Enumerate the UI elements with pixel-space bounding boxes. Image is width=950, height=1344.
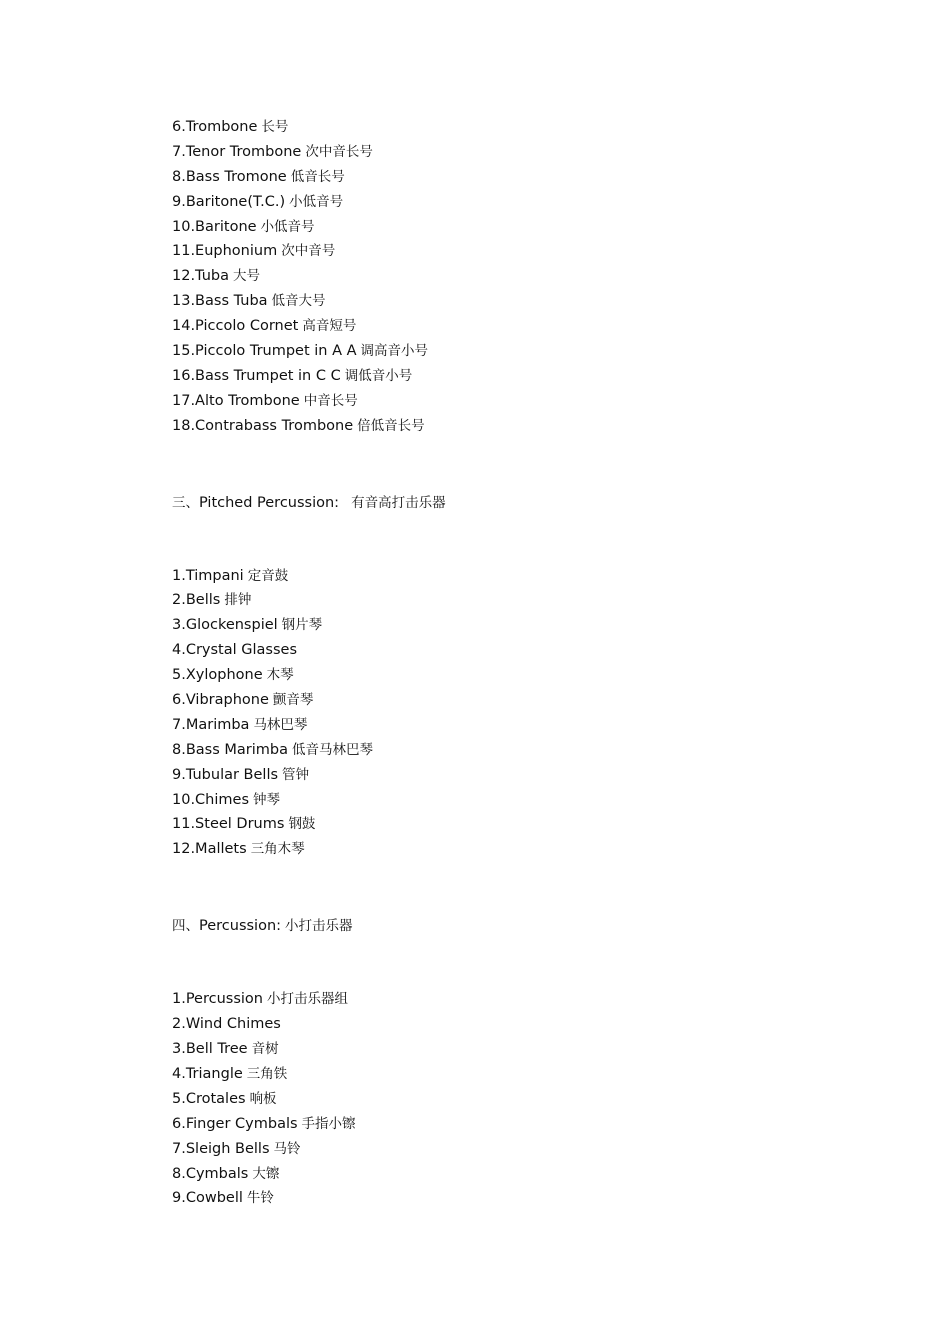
list-item xyxy=(172,1186,872,1211)
instrument-chinese-name: 倍低音长号 xyxy=(357,417,425,434)
list-item xyxy=(172,713,872,738)
instrument-chinese-name: 长号 xyxy=(261,119,289,135)
list-item xyxy=(172,1012,872,1037)
heading-english: Pitched Percussion: xyxy=(199,494,340,511)
instrument-english-name: 3.Bell Tree xyxy=(172,1041,248,1058)
instrument-chinese-name: 中音长号 xyxy=(303,392,358,409)
list-item xyxy=(172,588,872,613)
instrument-english-name: 4.Crystal Glasses xyxy=(172,642,297,659)
instrument-chinese-name: 低音马林巴琴 xyxy=(292,741,373,758)
list-item xyxy=(172,812,872,837)
list-item xyxy=(172,389,872,414)
list-item xyxy=(172,1137,872,1162)
instrument-english-name: 17.Alto Trombone xyxy=(172,392,300,409)
document-content xyxy=(172,115,872,1211)
instrument-chinese-name: 颤音琴 xyxy=(272,692,314,709)
list-item xyxy=(172,564,872,589)
instrument-english-name: 16.Bass Trumpet in C C xyxy=(172,367,341,384)
instrument-english-name: 4.Triangle xyxy=(172,1065,243,1082)
instrument-english-name: 8.Cymbals xyxy=(172,1165,249,1182)
instrument-chinese-name: 三角木琴 xyxy=(250,841,305,858)
list-item xyxy=(172,115,872,140)
list-item xyxy=(172,314,872,339)
list-item xyxy=(172,663,872,688)
instrument-chinese-name: 定音鼓 xyxy=(247,567,289,584)
instrument-chinese-name: 管钟 xyxy=(282,766,310,783)
instrument-chinese-name: 小低音号 xyxy=(260,218,315,235)
instrument-english-name: 1.Percussion xyxy=(172,991,263,1008)
instrument-english-name: 12.Mallets xyxy=(172,841,247,858)
instrument-chinese-name: 次中音号 xyxy=(281,243,336,260)
instrument-english-name: 6.Trombone xyxy=(172,119,258,135)
instrument-chinese-name: 马铃 xyxy=(273,1140,301,1157)
instrument-english-name: 9.Baritone(T.C.) xyxy=(172,193,286,210)
instrument-english-name: 2.Bells xyxy=(172,592,221,609)
brass-instrument-list xyxy=(172,115,872,439)
instrument-chinese-name: 大号 xyxy=(233,268,260,285)
instrument-chinese-name: 低音大号 xyxy=(271,293,326,310)
pitched-percussion-list xyxy=(172,564,872,863)
instrument-english-name: 5.Xylophone xyxy=(172,667,263,684)
list-item xyxy=(172,638,872,663)
list-item xyxy=(172,414,872,439)
list-item xyxy=(172,1087,872,1112)
instrument-english-name: 7.Tenor Trombone xyxy=(172,143,302,160)
list-item xyxy=(172,788,872,813)
instrument-chinese-name: 调低音小号 xyxy=(344,367,413,384)
instrument-english-name: 15.Piccolo Trumpet in A A xyxy=(172,343,357,360)
instrument-chinese-name: 牛铃 xyxy=(246,1190,274,1207)
instrument-chinese-name: 高音短号 xyxy=(302,318,357,335)
instrument-english-name: 2.Wind Chimes xyxy=(172,1016,281,1033)
percussion-list xyxy=(172,987,872,1211)
instrument-english-name: 18.Contrabass Trombone xyxy=(172,417,354,434)
list-item xyxy=(172,140,872,165)
instrument-english-name: 8.Bass Tromone xyxy=(172,168,287,185)
instrument-english-name: 5.Crotales xyxy=(172,1090,246,1107)
instrument-english-name: 6.Vibraphone xyxy=(172,692,269,709)
instrument-chinese-name: 次中音长号 xyxy=(305,143,373,160)
instrument-chinese-name: 大镲 xyxy=(252,1165,280,1182)
instrument-chinese-name: 马林巴琴 xyxy=(253,716,308,733)
instrument-chinese-name: 小打击乐器组 xyxy=(267,991,348,1008)
instrument-english-name: 11.Steel Drums xyxy=(172,816,285,833)
instrument-english-name: 12.Tuba xyxy=(172,268,229,285)
heading-prefix: 四、 xyxy=(172,918,199,935)
list-item xyxy=(172,289,872,314)
instrument-chinese-name: 响板 xyxy=(249,1090,277,1107)
instrument-english-name: 10.Chimes xyxy=(172,791,250,808)
instrument-chinese-name: 手指小镲 xyxy=(301,1115,356,1132)
list-item xyxy=(172,1112,872,1137)
instrument-chinese-name: 木琴 xyxy=(266,667,294,684)
instrument-english-name: 9.Tubular Bells xyxy=(172,766,279,783)
instrument-english-name: 13.Bass Tuba xyxy=(172,293,268,310)
list-item xyxy=(172,1037,872,1062)
heading-chinese: 小打击乐器 xyxy=(285,918,353,935)
instrument-english-name: 10.Baritone xyxy=(172,218,257,235)
instrument-english-name: 7.Marimba xyxy=(172,716,250,733)
instrument-english-name: 8.Bass Marimba xyxy=(172,741,288,758)
instrument-english-name: 9.Cowbell xyxy=(172,1190,243,1207)
instrument-english-name: 14.Piccolo Cornet xyxy=(172,318,299,335)
heading-prefix: 三、 xyxy=(172,494,199,511)
list-item xyxy=(172,190,872,215)
instrument-english-name: 7.Sleigh Bells xyxy=(172,1140,270,1157)
list-item xyxy=(172,215,872,240)
instrument-english-name: 6.Finger Cymbals xyxy=(172,1115,298,1132)
instrument-chinese-name: 钢鼓 xyxy=(288,816,316,833)
instrument-chinese-name: 钢片琴 xyxy=(281,617,323,634)
section-heading-pitched-percussion xyxy=(172,491,872,516)
list-item xyxy=(172,239,872,264)
section-heading-percussion xyxy=(172,914,872,939)
list-item xyxy=(172,613,872,638)
list-item xyxy=(172,688,872,713)
list-item xyxy=(172,763,872,788)
instrument-english-name: 1.Timpani xyxy=(172,567,244,584)
list-item xyxy=(172,1162,872,1187)
instrument-chinese-name: 钟琴 xyxy=(253,791,281,808)
instrument-english-name: 11.Euphonium xyxy=(172,243,278,260)
list-item xyxy=(172,339,872,364)
instrument-chinese-name: 三角铁 xyxy=(246,1065,288,1082)
list-item xyxy=(172,837,872,862)
instrument-chinese-name: 排钟 xyxy=(224,592,252,609)
instrument-chinese-name: 小低音号 xyxy=(289,193,344,210)
instrument-english-name: 3.Glockenspiel xyxy=(172,617,278,634)
list-item xyxy=(172,738,872,763)
list-item xyxy=(172,987,872,1012)
instrument-chinese-name: 音树 xyxy=(251,1041,279,1058)
list-item xyxy=(172,1062,872,1087)
heading-chinese: 有音高打击乐器 xyxy=(351,494,446,511)
instrument-chinese-name: 低音长号 xyxy=(290,168,345,185)
list-item xyxy=(172,264,872,289)
instrument-chinese-name: 调高音小号 xyxy=(360,343,429,360)
heading-english: Percussion: xyxy=(199,918,282,935)
list-item xyxy=(172,364,872,389)
list-item xyxy=(172,165,872,190)
